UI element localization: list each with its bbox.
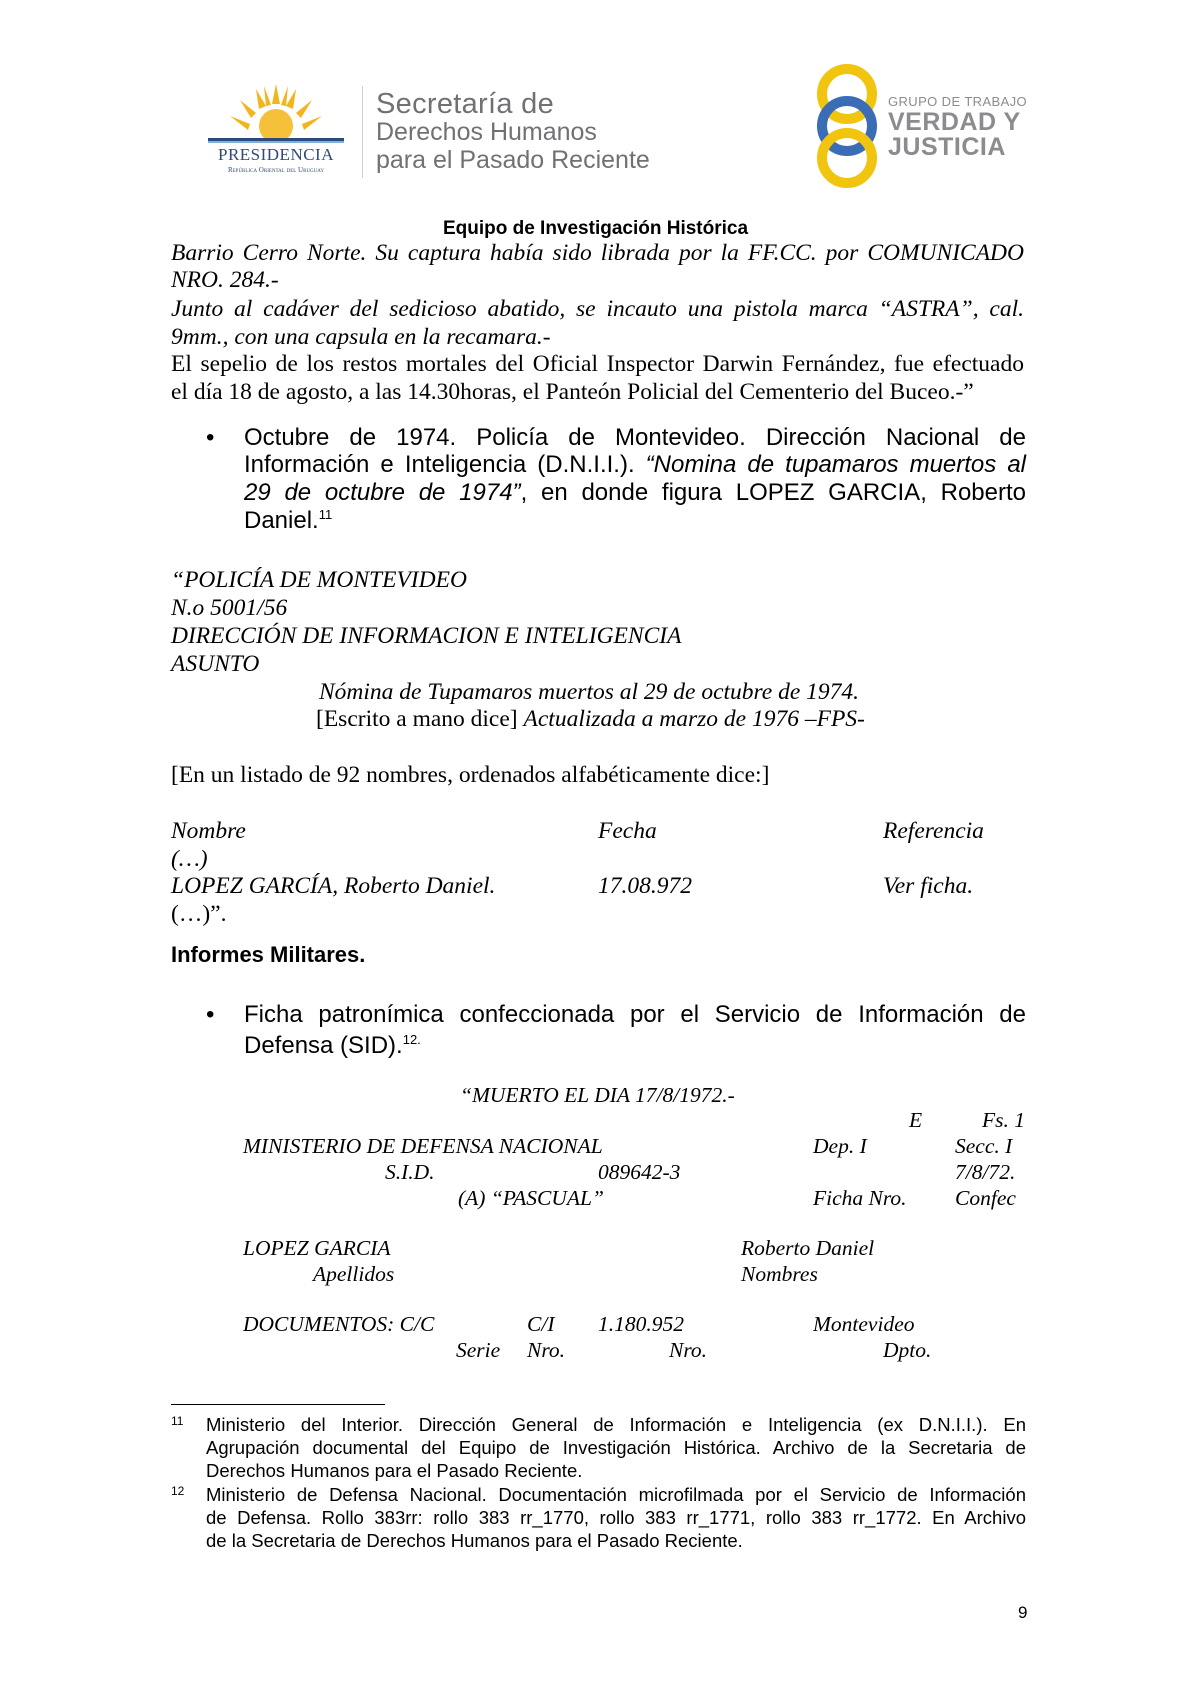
secretaria-line1: Secretaría de [376,88,554,120]
page-number: 9 [1018,1603,1028,1622]
footnote-line: de Defensa. Rollo 383rr: rollo 383 rr_1770, rollo 383 rr_1771, rollo 383 rr_1772. En Archivo [206,1507,1026,1528]
doc-line: ASUNTO [171,651,260,677]
ficha-text: 7/8/72. [955,1160,1016,1184]
footnote-ref[interactable]: 11 [318,507,333,522]
ficha-text: Nro. [669,1338,708,1362]
ficha-text: Dpto. [883,1338,932,1362]
ficha-text: Secc. I [955,1134,1013,1158]
team-title: Equipo de Investigación Histórica [442,218,749,239]
doc-line: Nómina de Tupamaros muertos al 29 de octubre de 1974. [319,679,860,705]
grupo-line1: GRUPO DE TRABAJO [888,94,1028,109]
footnote-line: Ministerio del Interior. Dirección General de Información e Inteligencia (ex D.N.I.I.). En [206,1414,1026,1435]
ficha-text: Nro. [527,1338,566,1362]
doc-line: N.o 5001/56 [171,595,288,621]
quote-line: Junto al cadáver del sedicioso abatido, se incauto una pistola marca “ASTRA”, cal. [171,296,1024,322]
ficha-text: “MUERTO EL DIA 17/8/1972.- [460,1083,735,1107]
doc-line: [En un listado de 92 nombres, ordenados alfabéticamente dice:] [171,762,770,788]
grupo-line3: JUSTICIA [888,133,1006,161]
secretaria-line3: para el Pasado Reciente [376,146,650,174]
quote-line: Barrio Cerro Norte. Su captura había sido librada por la FF.CC. por COMUNICADO [171,240,1024,266]
ficha-text: 089642-3 [598,1160,681,1184]
ficha-text: MINISTERIO DE DEFENSA NACIONAL [243,1134,603,1158]
ficha-text: 1.180.952 [598,1312,684,1336]
doc-line: “POLICÍA DE MONTEVIDEO [171,567,467,593]
footnote-line: Agrupación documental del Equipo de Investigación Histórica. Archivo de la Secretaria de [206,1437,1026,1458]
footnote-number: 12 [171,1484,185,1498]
table-header: Referencia [883,818,984,844]
table-header: Fecha [598,818,657,844]
quote-line: 9mm., con una capsula en la recamara.- [171,324,551,350]
ficha-text: (A) “PASCUAL” [458,1186,604,1210]
table-cell: Ver ficha. [883,873,974,899]
footnote-separator [171,1404,385,1405]
bullet-line [244,451,1026,479]
footnote-ref[interactable]: 12. [402,1032,421,1047]
ficha-text: Apellidos [313,1262,395,1286]
presidencia-name: PRESIDENCIA [217,145,334,164]
table-cell: 17.08.972 [598,873,692,899]
bullet-title: 29 de octubre de 1974” [244,479,521,506]
bullet-line [244,479,1026,507]
table-cell: LOPEZ GARCÍA, Roberto Daniel. [171,873,496,899]
section-heading: Informes Militares. [171,942,366,967]
grupo-line2: VERDAD Y [888,108,1021,136]
table-cell: (…) [171,846,208,872]
bullet-line [244,507,332,535]
bullet-text: , en donde figura LOPEZ GARCIA, Roberto [520,479,1026,506]
ficha-text: Dep. I [813,1134,867,1158]
ficha-text: Serie [456,1338,501,1362]
ficha-text: Confec [955,1186,1016,1210]
bullet-icon: • [206,1001,215,1028]
bullet-line [244,1032,421,1060]
bullet-icon: • [206,424,215,451]
ficha-text: Ficha Nro. [813,1186,907,1210]
ficha-text: Roberto Daniel [741,1236,875,1260]
footnote-line: Ministerio de Defensa Nacional. Documentación microfilmada por el Servicio de Información [206,1484,1026,1505]
footnote-number: 11 [171,1414,184,1428]
ficha-text: E [909,1108,923,1132]
presidencia-subtitle: República Oriental del Uruguay [227,166,325,174]
ficha-text: LOPEZ GARCIA [243,1236,391,1260]
doc-line: DIRECCIÓN DE INFORMACION E INTELIGENCIA [171,623,682,649]
quote-line: el día 18 de agosto, a las 14.30horas, el Panteón Policial del Cementerio del Buceo.-” [171,379,974,405]
quote-line: NRO. 284.- [171,267,279,293]
ficha-text: Nombres [741,1262,818,1286]
ficha-text: Montevideo [813,1312,915,1336]
presidencia-logo [198,82,354,176]
bullet-text: Daniel. [244,507,319,534]
quote-line: El sepelio de los restos mortales del Oficial Inspector Darwin Fernández, fue efectuado [171,351,1024,377]
table-cell: (…)”. [171,901,227,927]
ficha-text: C/I [527,1312,555,1336]
bullet-line: Octubre de 1974. Policía de Montevideo. Dirección Nacional de [244,424,1026,451]
ficha-text: S.I.D. [385,1160,435,1184]
ficha-text: DOCUMENTOS: C/C [243,1312,435,1336]
rings-icon [814,64,880,188]
footnote-line: de la Secretaria de Derechos Humanos para el Pasado Reciente. [206,1530,743,1551]
bullet-text: Información e Inteligencia (D.N.I.I.). [244,451,646,478]
ficha-text: Fs. 1 [982,1108,1025,1132]
table-header: Nombre [171,818,246,844]
bullet-line: Ficha patronímica confeccionada por el Servicio de Información de [244,1001,1026,1028]
doc-text: Actualizada a marzo de 1976 –FPS- [523,706,865,732]
bullet-text: Defensa (SID). [244,1032,403,1059]
secretaria-line2: Derechos Humanos [376,118,597,146]
secretaria-block [376,90,650,174]
header-divider [362,86,363,178]
doc-text: [Escrito a mano dice] [316,706,524,732]
doc-line [316,706,865,733]
grupo-block [888,94,1027,160]
sun-icon [198,82,354,144]
footnote-line: Derechos Humanos para el Pasado Reciente. [206,1460,583,1481]
bullet-title: “Nomina de tupamaros muertos al [645,451,1027,478]
